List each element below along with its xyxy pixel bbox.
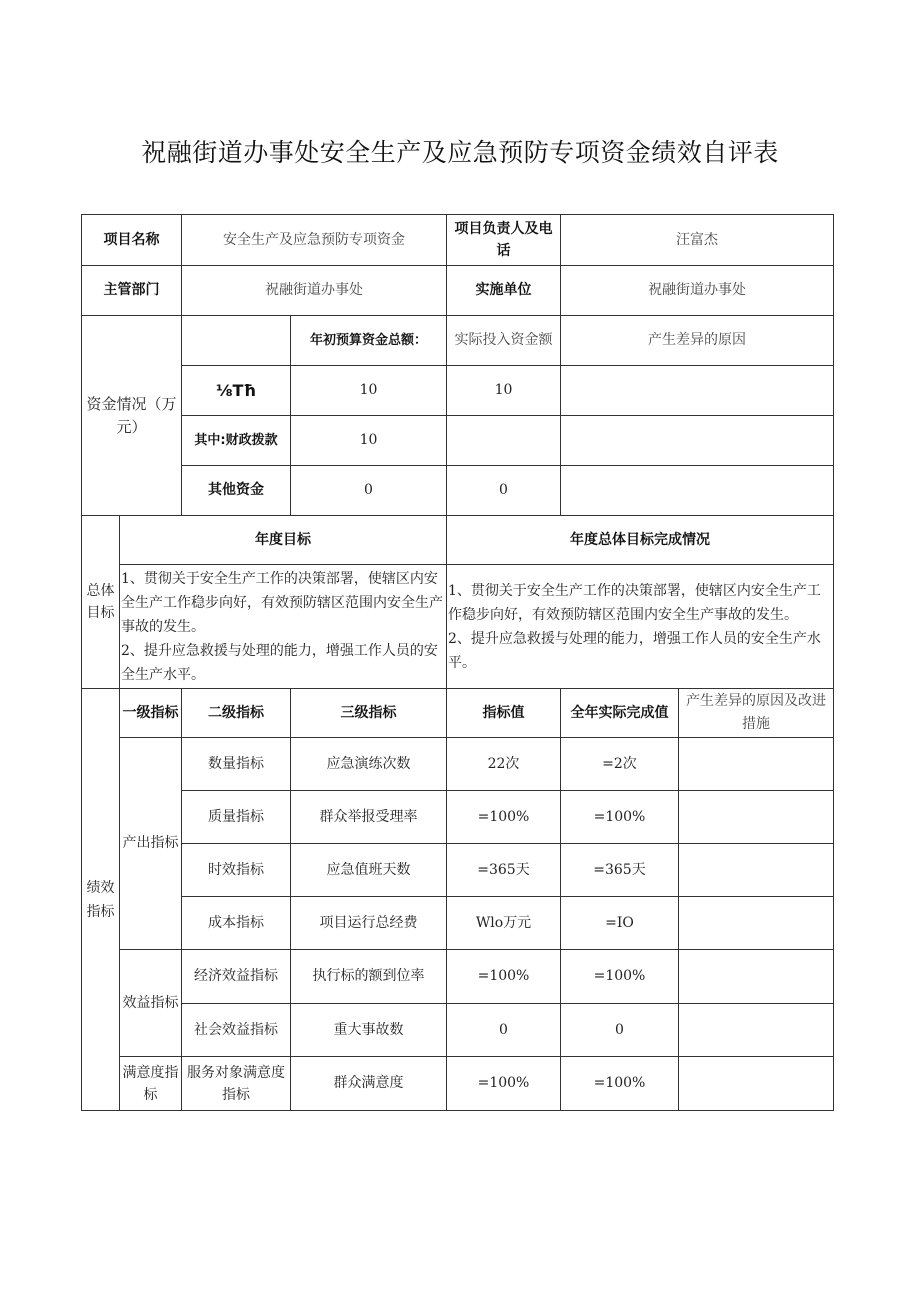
- funds-row: [82, 416, 834, 466]
- perf-reason: [679, 791, 834, 844]
- page-title: 祝融街道办事处安全生产及应急预防专项资金绩效自评表: [141, 138, 779, 167]
- perf-row: [82, 897, 834, 950]
- funds-section-label: 资金情况（万元）: [82, 316, 182, 516]
- funds-blank-cell: [182, 316, 291, 366]
- perf-target: =365天: [447, 844, 561, 897]
- perf-target: Wlo万元: [447, 897, 561, 950]
- perf-reason: [679, 844, 834, 897]
- funds-row-actual: [447, 416, 561, 466]
- funds-row-reason: [561, 466, 834, 516]
- project-name-value: 安全生产及应急预防专项资金: [182, 215, 447, 266]
- perf-reason: [679, 1004, 834, 1057]
- perf-header-level1: 一级指标: [120, 689, 182, 738]
- impl-label: 实施单位: [447, 266, 561, 316]
- perf-target: 22次: [447, 738, 561, 791]
- perf-reason: [679, 738, 834, 791]
- perf-target: 0: [447, 1004, 561, 1057]
- annual-goal-text: 1、贯彻关于安全生产工作的决策部署，使辖区内安全生产工作稳步向好，有效预防辖区范围内安全生产事故的发生。 2、提升应急救援与处理的能力，增强工作人员的安全生产水平。: [120, 565, 447, 689]
- dept-row: [82, 266, 834, 316]
- perf-target: =100%: [447, 950, 561, 1004]
- perf-level2: 社会效益指标: [182, 1004, 291, 1057]
- perf-level2: 服务对象满意度指标: [182, 1057, 291, 1111]
- funds-header-row: [82, 316, 834, 366]
- goals-section-label: 总体目标: [82, 516, 120, 689]
- perf-header-level2: 二级指标: [182, 689, 291, 738]
- funds-row-actual: 10: [447, 366, 561, 416]
- perf-level3: 执行标的额到位率: [291, 950, 447, 1004]
- dept-value: 祝融街道办事处: [182, 266, 447, 316]
- perf-row: [82, 791, 834, 844]
- funds-row-reason: [561, 416, 834, 466]
- project-name-row: [82, 215, 834, 266]
- perf-header-target: 指标值: [447, 689, 561, 738]
- perf-row: [82, 950, 834, 1004]
- funds-row: [82, 466, 834, 516]
- perf-actual: 0: [561, 1004, 679, 1057]
- perf-reason: [679, 897, 834, 950]
- funds-row-budget: 0: [291, 466, 447, 516]
- perf-level3: 群众举报受理率: [291, 791, 447, 844]
- perf-level3: 应急值班天数: [291, 844, 447, 897]
- perf-actual: =100%: [561, 791, 679, 844]
- funds-reason-header: 产生差异的原因: [561, 316, 834, 366]
- perf-level2: 经济效益指标: [182, 950, 291, 1004]
- perf-level3: 重大事故数: [291, 1004, 447, 1057]
- funds-row-actual: 0: [447, 466, 561, 516]
- project-name-label: 项目名称: [82, 215, 182, 266]
- completion-text: 1、贯彻关于安全生产工作的决策部署，使辖区内安全生产工作稳步向好，有效预防辖区范围内安全生产事故的发生。 2、提升应急救援与处理的能力，增强工作人员的安全生产水平。: [447, 565, 834, 689]
- perf-row: [82, 738, 834, 791]
- impl-value: 祝融街道办事处: [561, 266, 834, 316]
- perf-level2: 质量指标: [182, 791, 291, 844]
- perf-reason: [679, 1057, 834, 1111]
- funds-row-label: 其他资金: [182, 466, 291, 516]
- leader-value: 汪富杰: [561, 215, 834, 266]
- perf-reason: [679, 950, 834, 1004]
- perf-level3: 项目运行总经费: [291, 897, 447, 950]
- perf-row: [82, 1004, 834, 1057]
- annual-goal-header: 年度目标: [120, 516, 447, 565]
- perf-group-satisfaction: 满意度指标: [120, 1057, 182, 1111]
- dept-label: 主管部门: [82, 266, 182, 316]
- perf-actual: =2次: [561, 738, 679, 791]
- funds-budget-header: 年初预算资金总额：: [291, 316, 447, 366]
- funds-row-label: 其中:财政拨款: [182, 416, 291, 466]
- perf-group-output: 产出指标: [120, 738, 182, 950]
- funds-row-budget: 10: [291, 366, 447, 416]
- perf-header-level3: 三级指标: [291, 689, 447, 738]
- perf-level2: 时效指标: [182, 844, 291, 897]
- perf-level2: 成本指标: [182, 897, 291, 950]
- perf-actual: =100%: [561, 1057, 679, 1111]
- goals-header-row: [82, 516, 834, 565]
- funds-row: [82, 366, 834, 416]
- perf-header-reason: 产生差异的原因及改进措施: [679, 689, 834, 738]
- perf-group-benefit: 效益指标: [120, 950, 182, 1057]
- perf-level3: 应急演练次数: [291, 738, 447, 791]
- perf-header-actual: 全年实际完成值: [561, 689, 679, 738]
- perf-actual: =IO: [561, 897, 679, 950]
- completion-header: 年度总体目标完成情况: [447, 516, 834, 565]
- perf-target: =100%: [447, 1057, 561, 1111]
- funds-row-label: ⅛Tħ: [182, 366, 291, 416]
- performance-header-row: [82, 689, 834, 738]
- funds-row-reason: [561, 366, 834, 416]
- perf-level3: 群众满意度: [291, 1057, 447, 1111]
- perf-target: =100%: [447, 791, 561, 844]
- perf-level2: 数量指标: [182, 738, 291, 791]
- self-evaluation-table: [81, 214, 834, 1111]
- goals-content-row: [82, 565, 834, 689]
- leader-label: 项目负责人及电话: [447, 215, 561, 266]
- funds-row-budget: 10: [291, 416, 447, 466]
- perf-row: [82, 1057, 834, 1111]
- funds-actual-header: 实际投入资金额: [447, 316, 561, 366]
- perf-row: [82, 844, 834, 897]
- perf-actual: =365天: [561, 844, 679, 897]
- perf-actual: =100%: [561, 950, 679, 1004]
- performance-section-label: 绩效指标: [82, 689, 120, 1111]
